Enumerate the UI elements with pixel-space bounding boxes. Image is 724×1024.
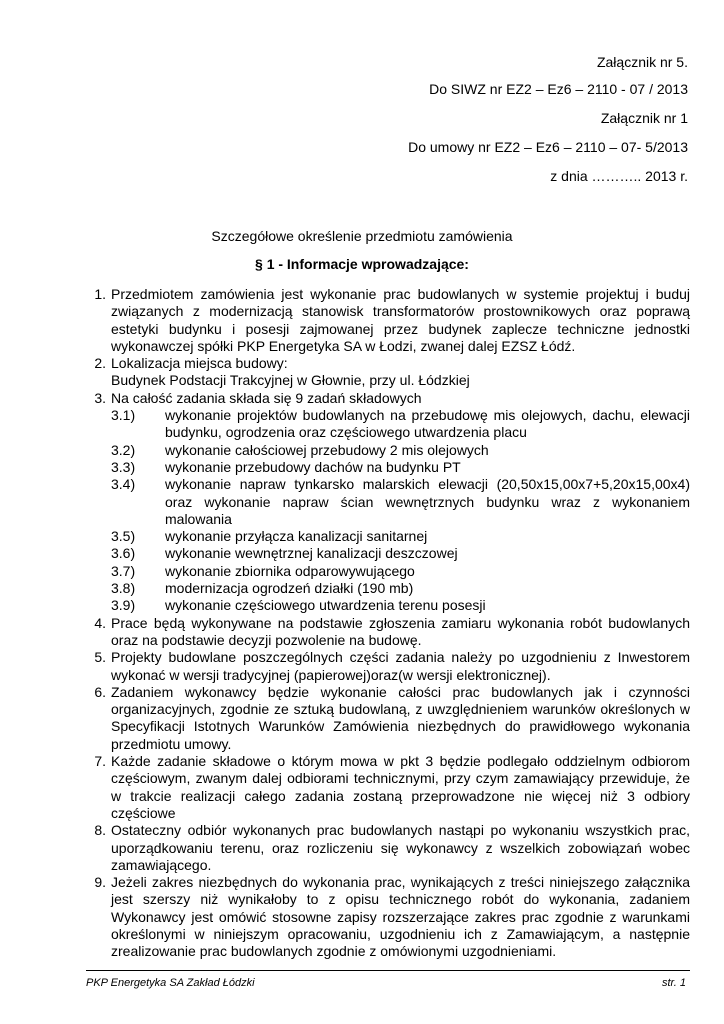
sub-item-number: 3.6) xyxy=(111,545,136,562)
item-number: 3. xyxy=(94,389,106,406)
item-number: 8. xyxy=(94,822,106,839)
requirements-list xyxy=(86,286,690,961)
sub-item-text: wykonanie całościowej przebudowy 2 mis olejowych xyxy=(165,441,489,458)
sub-item-text: modernizacja ogrodzeń działki (190 mb) xyxy=(165,580,414,597)
sub-item-text: wykonanie częściowego utwardzenia terenu posesji xyxy=(165,597,486,614)
item-number: 4. xyxy=(94,614,106,631)
document-title: Szczegółowe określenie przedmiotu zamówienia xyxy=(211,228,513,244)
item-text: Każde zadanie składowe o którym mowa w pkt 3 będzie podlegało oddzielnym odbiorom częściowym, zwanym dalej odbiorami technicznymi, przy czym zamawiający przewiduje, że w trakcie realizacji całego zadania zostaną przeprowadzone nie więcej niż 3 odbiory częściowe xyxy=(111,753,690,821)
list-item xyxy=(86,822,690,874)
item-text: Projekty budowlane poszczególnych części zadania należy po uzgodnieniu z Inwestorem wykonać w wersji tradycyjnej (papierowej)oraz(w wersji elektronicznej). xyxy=(111,649,690,683)
sub-item xyxy=(111,442,690,459)
sub-item-number: 3.9) xyxy=(111,597,136,614)
sub-item xyxy=(111,580,690,597)
date-line: z dnia ……….. 2013 r. xyxy=(550,168,688,184)
list-item xyxy=(86,684,690,753)
attachment-number-2: Załącznik nr 1 xyxy=(600,110,688,126)
item-number: 5. xyxy=(94,649,106,666)
sub-item-text: wykonanie przebudowy dachów na budynku PT xyxy=(165,458,461,475)
sub-item-number: 3.7) xyxy=(111,562,136,579)
sub-item-text: wykonanie wewnętrznej kanalizacji deszczowej xyxy=(165,545,458,562)
item-number: 9. xyxy=(94,874,106,891)
sub-item xyxy=(111,476,690,528)
item-text: Ostateczny odbiór wykonanych prac budowlanych nastąpi po wykonaniu wszystkich prac, uporządkowaniu terenu, oraz rozliczeniu się wykonawcy z wszelkich zobowiązań wobec zamawiającego. xyxy=(111,822,690,873)
contract-reference: Do umowy nr EZ2 – Ez6 – 2110 – 07- 5/2013 xyxy=(408,139,688,155)
siwz-reference: Do SIWZ nr EZ2 – Ez6 – 2110 - 07 / 2013 xyxy=(429,81,688,97)
sub-item xyxy=(111,597,690,614)
item-number: 7. xyxy=(94,753,106,770)
sub-item-text: wykonanie projektów budowlanych na przebudowę mis olejowych, dachu, elewacji budynku, ogrodzenia oraz częściowego utwardzenia placu xyxy=(165,407,690,441)
list-item xyxy=(86,615,690,650)
list-item xyxy=(86,390,690,615)
item-number: 1. xyxy=(94,286,106,302)
attachment-number: Załącznik nr 5. xyxy=(596,54,688,70)
sub-item-number: 3.3) xyxy=(111,458,136,475)
item-text: Zadaniem wykonawcy będzie wykonanie całości prac budowlanych jak i czynności organizacyjnych, zgodnie ze sztuką budowlaną, z uwzględnieniem warunków określonych w Specyfikacji Istotnych Warunków Zamówienia niezbędnych do prawidłowego wykonania przedmiotu umowy. xyxy=(111,683,690,752)
item-text-location: Budynek Podstacji Trakcyjnej w Głownie, przy ul. Łódzkiej xyxy=(111,372,470,389)
list-item xyxy=(86,286,690,355)
sub-item-text: wykonanie zbiornika odparowywującego xyxy=(165,562,415,579)
sub-item-number: 3.2) xyxy=(111,441,136,458)
list-item xyxy=(86,753,690,822)
item-number: 6. xyxy=(94,683,106,700)
sub-item xyxy=(111,459,690,476)
item-text: Przedmiotem zamówienia jest wykonanie prac budowlanych w systemie projektuj i buduj związanych z modernizacją stanowisk transformatorów prostownikowych oraz poprawą estetyki budynku i posesji zajmowanej przez budynek zaplecze techniczne jednostki wykonawczej spółki PKP Energetyka SA w Łodzi, zwanej dalej EZSZ Łódź. xyxy=(111,286,690,354)
sub-item-number: 3.1) xyxy=(111,407,136,424)
list-item xyxy=(86,649,690,684)
footer-divider xyxy=(86,970,690,971)
sub-item-number: 3.4) xyxy=(111,476,136,493)
sub-item-number: 3.5) xyxy=(111,528,136,545)
list-item xyxy=(86,355,690,390)
page-number: str. 1 xyxy=(661,977,686,989)
item-text: Jeżeli zakres niezbędnych do wykonania prac, wynikających z treści niniejszego załącznika jest szerszy niż wynikałoby to z opisu technicznego robót do wykonania, zadaniem Wykonawcy jest omówić stosowne zapisy rozszerzające zakres prac zgodnie z warunkami określonymi w niniejszym opracowaniu, uzgodnieniu ich z Zamawiającym, a następnie zrealizowanie prac budowlanych zgodnie z omówionymi uzgodnieniami. xyxy=(111,874,690,960)
sub-item xyxy=(111,545,690,562)
item-text: Na całość zadania składa się 9 zadań składowych xyxy=(111,389,422,406)
section-heading: § 1 - Informacje wprowadzające: xyxy=(255,256,469,272)
item-text: Lokalizacja miejsca budowy: xyxy=(111,355,288,372)
footer-company: PKP Energetyka SA Zakład Łódzki xyxy=(86,977,255,989)
sub-item-text: wykonanie przyłącza kanalizacji sanitarnej xyxy=(165,528,428,545)
list-item xyxy=(86,874,690,960)
sub-item-number: 3.8) xyxy=(111,580,136,597)
sub-item xyxy=(111,407,690,442)
sub-item-text: wykonanie napraw tynkarsko malarskich elewacji (20,50x15,00x7+5,20x15,00x4) oraz wykonanie napraw ścian wewnętrznych budynku wraz z wykonaniem malowania xyxy=(165,476,690,527)
item-number: 2. xyxy=(94,355,106,372)
sub-item xyxy=(111,563,690,580)
item-text: Prace będą wykonywane na podstawie zgłoszenia zamiaru wykonania robót budowlanych oraz na podstawie decyzji pozwolenie na budowę. xyxy=(111,614,690,648)
sub-item xyxy=(111,528,690,545)
